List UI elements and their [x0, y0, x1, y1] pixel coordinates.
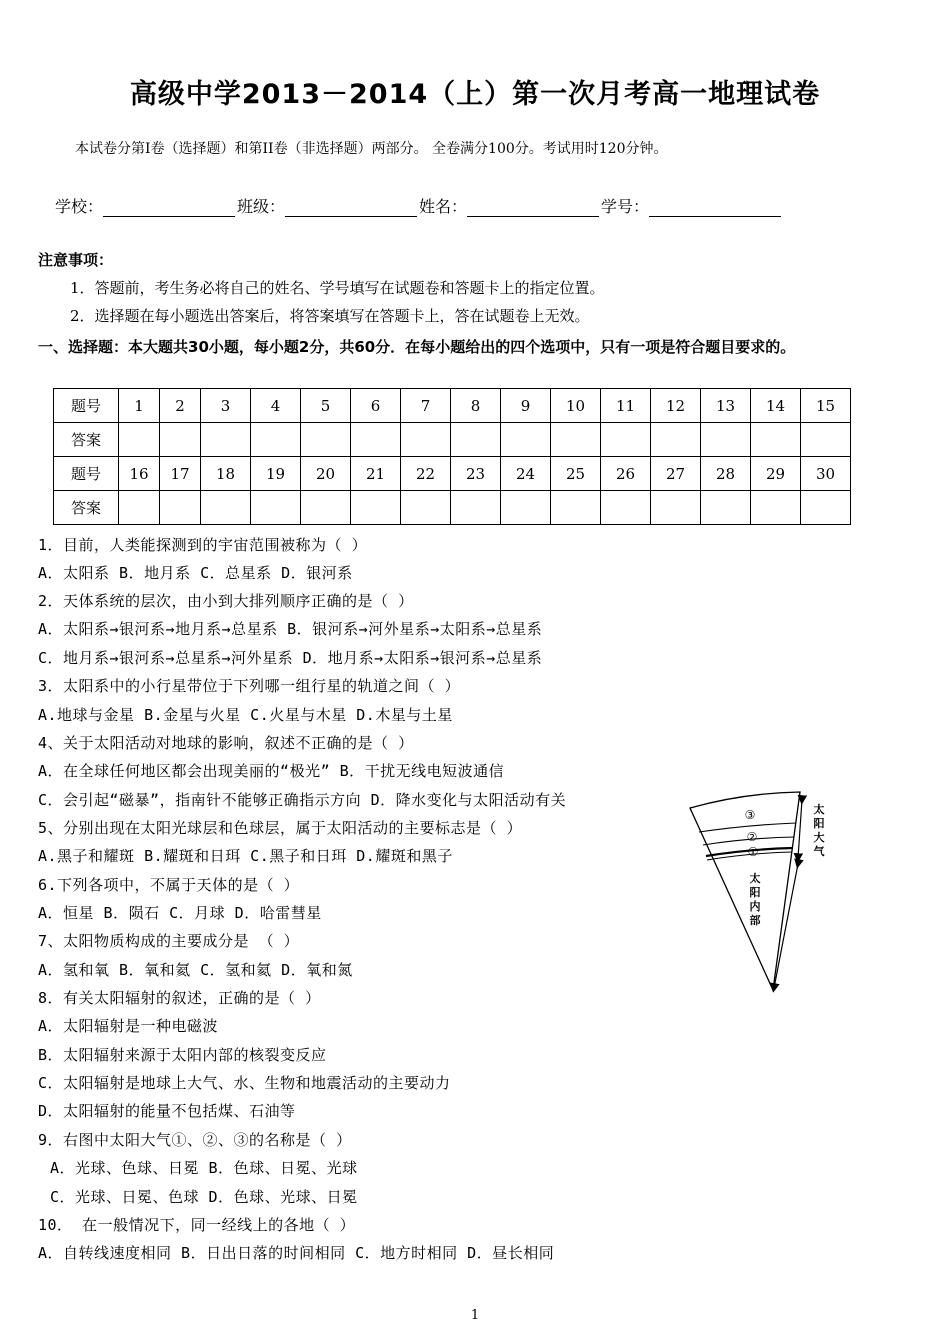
interior-char: 内	[749, 900, 761, 913]
question-stem: 10． 在一般情况下，同一经线上的各地（ ）	[38, 1216, 356, 1234]
question-number: 22	[401, 457, 451, 491]
layer-1-label: ①	[747, 845, 759, 859]
question-number: 12	[651, 389, 701, 423]
question-options: A.黑子和耀斑 B.耀斑和日珥 C.黑子和日珥 D.耀斑和黑子	[38, 847, 453, 865]
question-options: A．自转线速度相同 B．日出日落的时间相同 C．地方时相同 D．昼长相同	[38, 1244, 555, 1262]
interior-char: 太	[749, 872, 761, 885]
question-options: A．在全球任何地区都会出现美丽的“极光” B．干扰无线电短波通信	[38, 762, 505, 780]
interior-label	[750, 871, 761, 927]
layer-3-label: ③	[744, 808, 756, 822]
question-options: A．太阳辐射是一种电磁波	[38, 1017, 219, 1035]
question-stem: 6.下列各项中，不属于天体的是（ ）	[38, 876, 300, 894]
answer-header: 答案	[54, 423, 119, 457]
question-options: A．太阳系→银河系→地月系→总星系 B．银河系→河外星系→太阳系→总星系	[38, 620, 543, 638]
answer-cell[interactable]	[301, 491, 351, 525]
notice-item: 2．选择题在每小题选出答案后，将答案填写在答题卡上，答在试题卷上无效。	[70, 307, 590, 325]
answer-header: 答案	[54, 491, 119, 525]
question-options: C．地月系→银河系→总星系→河外星系 D．地月系→太阳系→银河系→总星系	[38, 649, 543, 667]
answer-cell[interactable]	[451, 423, 501, 457]
question-number: 9	[501, 389, 551, 423]
answer-cell[interactable]	[651, 491, 701, 525]
question-number: 17	[160, 457, 201, 491]
question-number: 19	[251, 457, 301, 491]
answer-cell[interactable]	[701, 491, 751, 525]
name-label: 姓名：	[419, 197, 468, 216]
question-number: 20	[301, 457, 351, 491]
number-header: 题号	[54, 457, 119, 491]
id-blank[interactable]	[649, 198, 781, 217]
answer-cell[interactable]	[201, 491, 251, 525]
atmosphere-label	[814, 802, 826, 858]
answer-cell[interactable]	[301, 423, 351, 457]
id-label: 学号：	[601, 197, 650, 216]
table-row	[54, 389, 851, 423]
question-number: 3	[201, 389, 251, 423]
notice-item: 1．答题前，考生务必将自己的姓名、学号填写在试题卷和答题卡上的指定位置。	[70, 279, 605, 297]
number-header: 题号	[54, 389, 119, 423]
school-blank[interactable]	[103, 198, 235, 217]
question-stem: 7、太阳物质构成的主要成分是 （ ）	[38, 932, 300, 950]
question-options: D．太阳辐射的能量不包括煤、石油等	[38, 1102, 296, 1120]
answer-cell[interactable]	[160, 491, 201, 525]
question-options: A.地球与金星 B.金星与火星 C.火星与木星 D.木星与土星	[38, 706, 453, 724]
question-number: 7	[401, 389, 451, 423]
question-number: 29	[751, 457, 801, 491]
answer-cell[interactable]	[119, 491, 160, 525]
answer-cell[interactable]	[401, 491, 451, 525]
answer-cell[interactable]	[551, 491, 601, 525]
table-row	[54, 491, 851, 525]
question-number: 16	[119, 457, 160, 491]
answer-cell[interactable]	[801, 423, 851, 457]
question-options: C．光球、日冕、色球 D．色球、光球、日冕	[50, 1188, 358, 1206]
question-number: 2	[160, 389, 201, 423]
answer-cell[interactable]	[119, 423, 160, 457]
question-number: 30	[801, 457, 851, 491]
question-stem: 4、关于太阳活动对地球的影响，叙述不正确的是（ ）	[38, 734, 414, 752]
question-options: A．光球、色球、日冕 B．色球、日冕、光球	[50, 1159, 358, 1177]
question-stem: 5、分别出现在太阳光球层和色球层，属于太阳活动的主要标志是（ ）	[38, 819, 523, 837]
atmosphere-char: 气	[813, 845, 825, 858]
answer-cell[interactable]	[801, 491, 851, 525]
question-number: 15	[801, 389, 851, 423]
notice-title: 注意事项：	[38, 251, 114, 269]
sun-structure-diagram	[688, 790, 838, 995]
question-number: 24	[501, 457, 551, 491]
question-options: A．氢和氧 B．氧和氦 C．氢和氦 D．氧和氮	[38, 961, 353, 979]
answer-cell[interactable]	[501, 423, 551, 457]
question-options: A．太阳系 B．地月系 C．总星系 D．银河系	[38, 564, 353, 582]
page-number: 1	[470, 1308, 480, 1323]
question-stem: 9．右图中太阳大气①、②、③的名称是（ ）	[38, 1131, 352, 1149]
interior-char: 部	[749, 914, 761, 927]
answer-cell[interactable]	[351, 423, 401, 457]
answer-cell[interactable]	[451, 491, 501, 525]
answer-cell[interactable]	[351, 491, 401, 525]
answer-cell[interactable]	[751, 423, 801, 457]
question-number: 14	[751, 389, 801, 423]
answer-cell[interactable]	[401, 423, 451, 457]
answer-cell[interactable]	[601, 491, 651, 525]
answer-cell[interactable]	[701, 423, 751, 457]
atmosphere-char: 阳	[813, 817, 825, 830]
question-number: 21	[351, 457, 401, 491]
answer-cell[interactable]	[551, 423, 601, 457]
question-number: 4	[251, 389, 301, 423]
question-number: 1	[119, 389, 160, 423]
atmosphere-char: 大	[813, 831, 825, 844]
question-options: C．太阳辐射是地球上大气、水、生物和地震活动的主要动力	[38, 1074, 451, 1092]
question-number: 6	[351, 389, 401, 423]
question-number: 8	[451, 389, 501, 423]
school-label: 学校：	[55, 197, 104, 216]
section-title: 一、选择题：本大题共30小题，每小题2分，共60分．在每小题给出的四个选项中，只有一项是符合题目要求的。	[38, 338, 796, 356]
question-number: 10	[551, 389, 601, 423]
question-number: 28	[701, 457, 751, 491]
answer-cell[interactable]	[201, 423, 251, 457]
question-options: C．会引起“磁暴”，指南针不能够正确指示方向 D．降水变化与太阳活动有关	[38, 791, 567, 809]
question-number: 11	[601, 389, 651, 423]
question-stem: 2．天体系统的层次，由小到大排列顺序正确的是（ ）	[38, 592, 414, 610]
answer-cell[interactable]	[160, 423, 201, 457]
answer-table	[53, 388, 851, 525]
answer-cell[interactable]	[601, 423, 651, 457]
question-options: B．太阳辐射来源于太阳内部的核裂变反应	[38, 1046, 327, 1064]
answer-cell[interactable]	[751, 491, 801, 525]
answer-cell[interactable]	[651, 423, 701, 457]
table-row	[54, 457, 851, 491]
atmosphere-arrow	[798, 800, 802, 858]
class-blank[interactable]	[285, 198, 417, 217]
answer-cell[interactable]	[501, 491, 551, 525]
question-number: 5	[301, 389, 351, 423]
exam-intro: 本试卷分第I卷（选择题）和第II卷（非选择题）两部分。 全卷满分100分。考试用时120分钟。	[75, 141, 668, 157]
question-number: 26	[601, 457, 651, 491]
question-options: A．恒星 B．陨石 C．月球 D．哈雷彗星	[38, 904, 322, 922]
atmosphere-char: 太	[813, 803, 825, 816]
question-stem: 8．有关太阳辐射的叙述，正确的是（ ）	[38, 989, 321, 1007]
question-number: 23	[451, 457, 501, 491]
question-number: 18	[201, 457, 251, 491]
question-number: 25	[551, 457, 601, 491]
answer-cell[interactable]	[251, 423, 301, 457]
question-number: 13	[701, 389, 751, 423]
student-info-line	[55, 194, 783, 217]
name-blank[interactable]	[467, 198, 599, 217]
answer-cell[interactable]	[251, 491, 301, 525]
question-number: 27	[651, 457, 701, 491]
question-stem: 3．太阳系中的小行星带位于下列哪一组行星的轨道之间（ ）	[38, 677, 461, 695]
interior-char: 阳	[749, 886, 761, 899]
class-label: 班级：	[237, 197, 286, 216]
exam-title: 高级中学2013－2014（上）第一次月考高一地理试卷	[129, 79, 821, 110]
table-row	[54, 423, 851, 457]
interior-arrow	[774, 864, 798, 988]
question-stem: 1．目前，人类能探测到的宇宙范围被称为（ ）	[38, 536, 368, 554]
layer-2-label: ②	[746, 830, 758, 844]
